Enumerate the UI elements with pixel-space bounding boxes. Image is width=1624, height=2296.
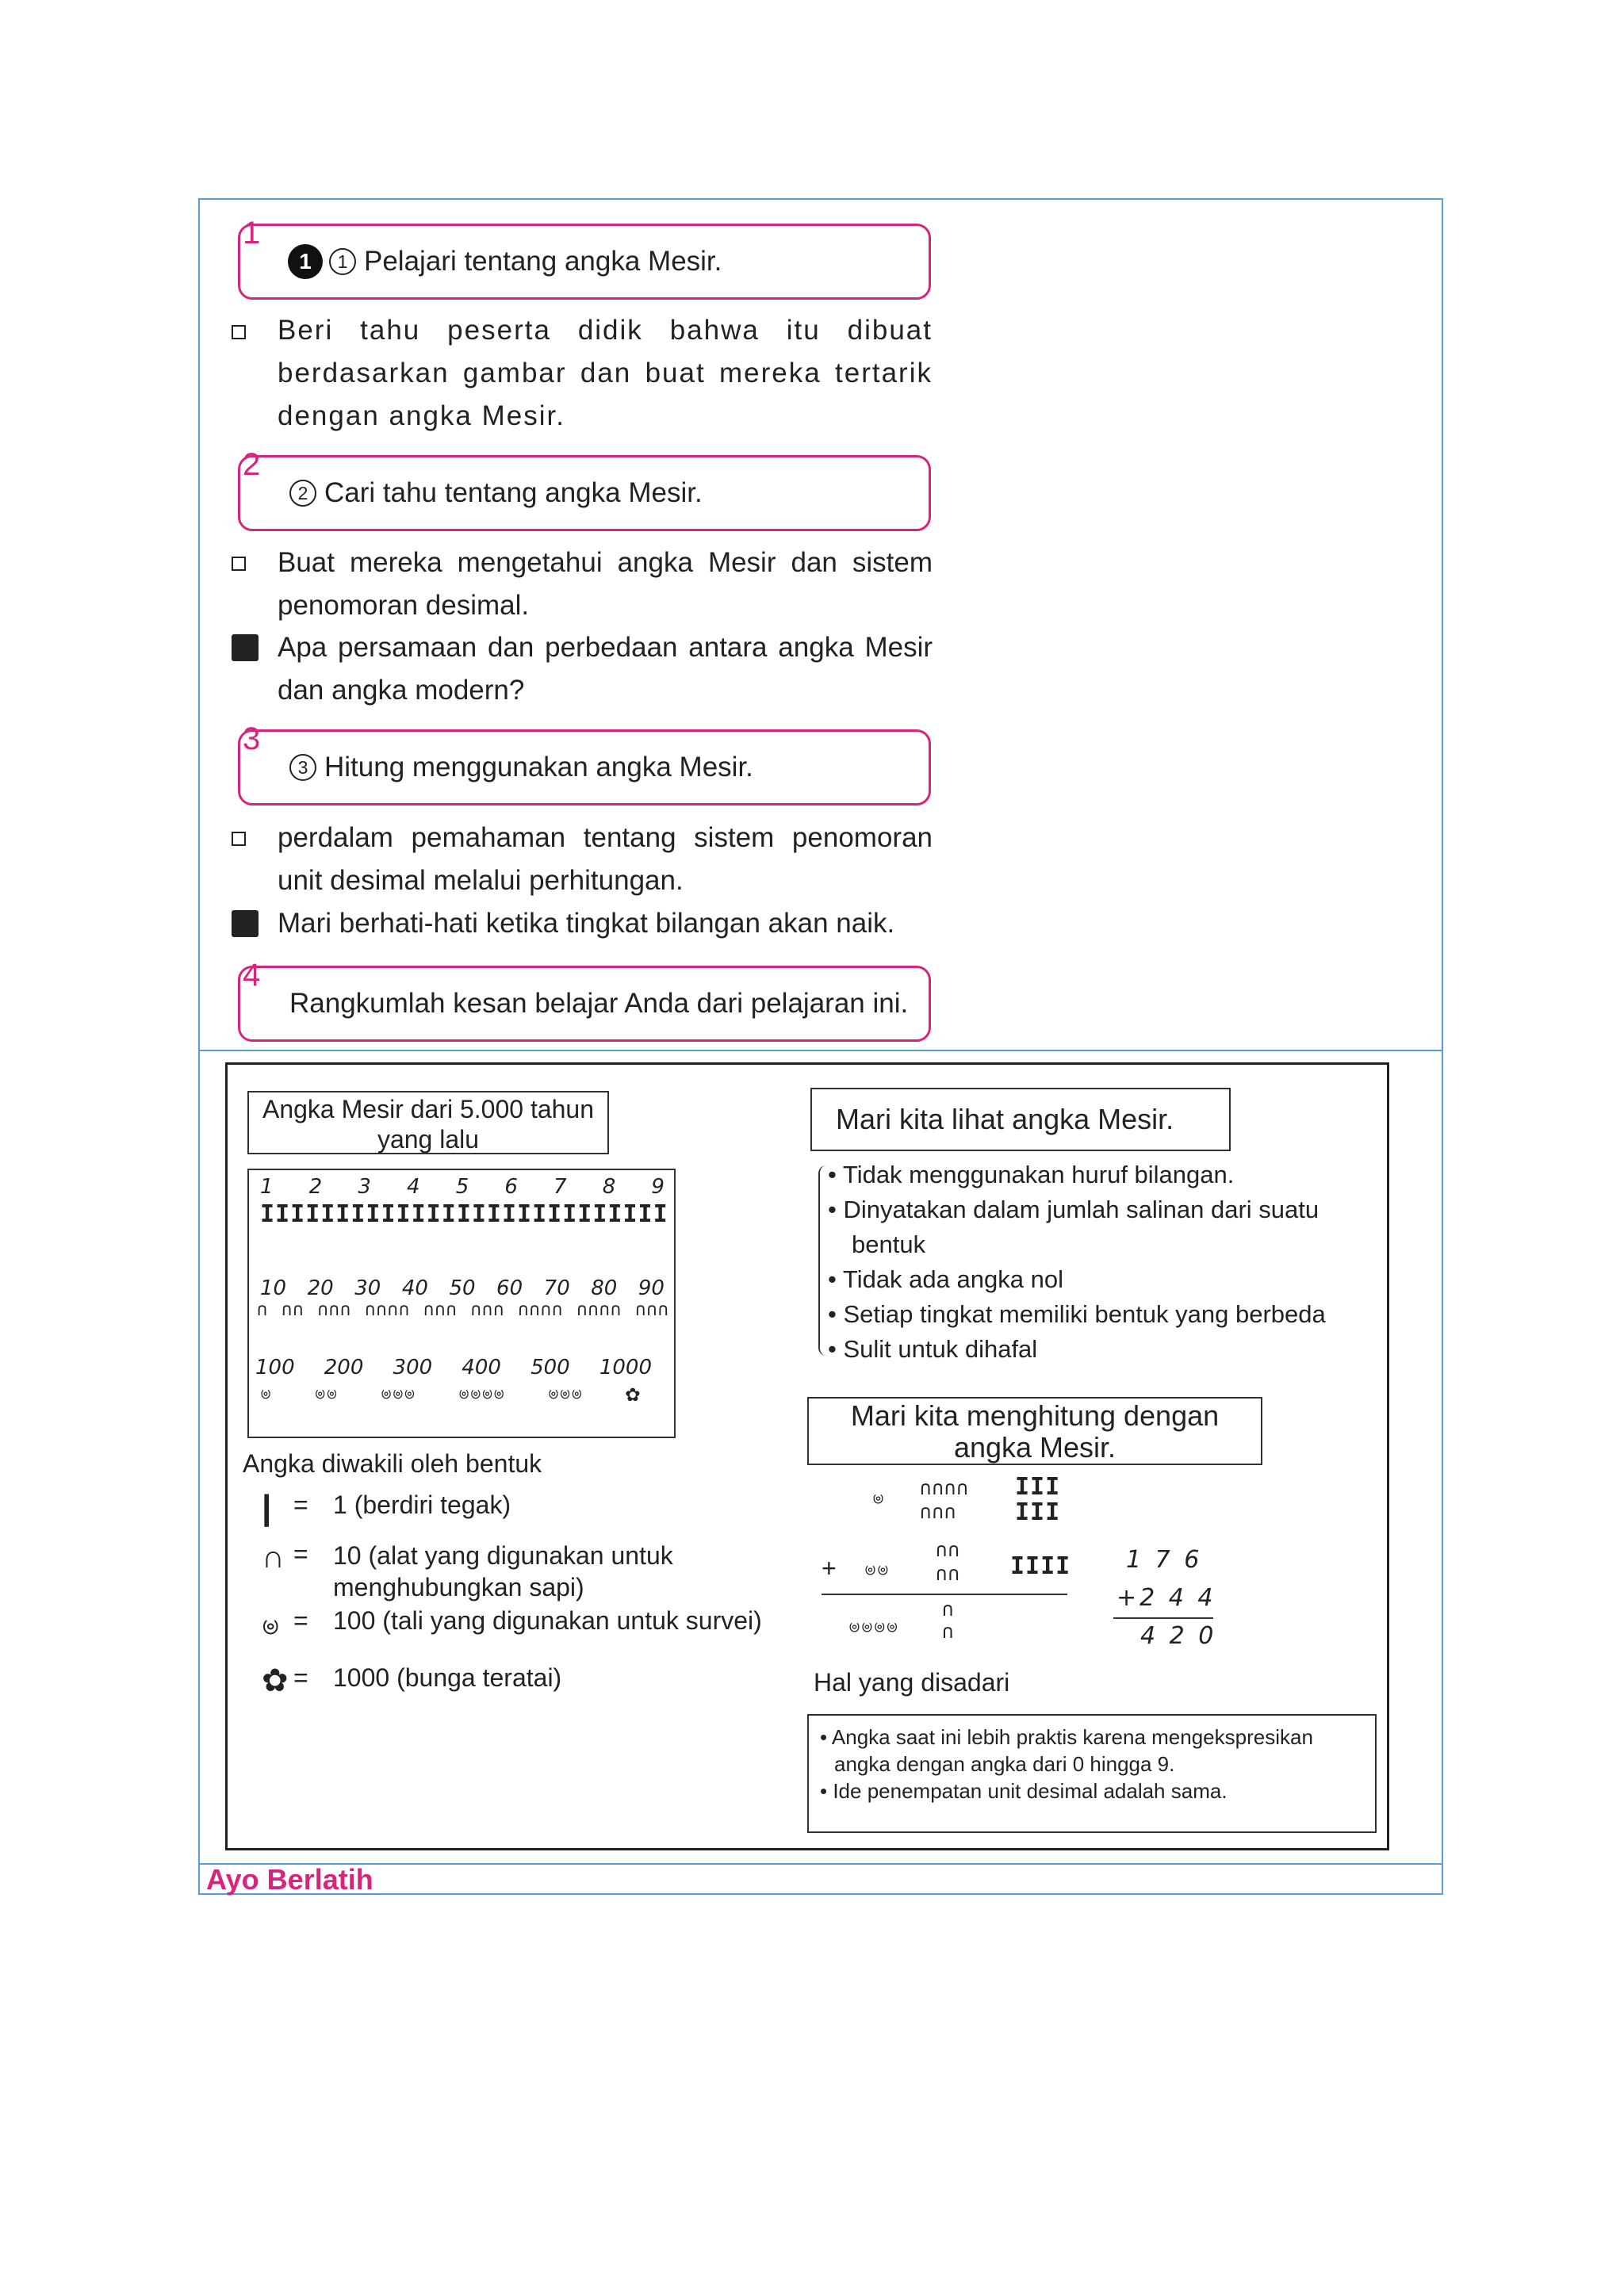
legend-text: 1 (berdiri tegak) [333,1490,511,1519]
row1-labels [260,1175,665,1199]
filled-square-icon [232,634,259,661]
lotus-icon: ✿ [262,1663,289,1698]
staff-icon: IIII [502,1200,563,1228]
rope-coil-icon: ၑၑ [314,1381,339,1403]
circled-number: 3 [289,754,316,781]
feature-text: Tidak ada angka nol [842,1265,1063,1293]
feature-text: Tidak menggunakan huruf bilangan. [842,1161,1235,1188]
realized-text: Angka saat ini lebih praktis karena mengekspresikan angka dengan angka dari 0 hingga 9. [831,1725,1313,1776]
equals-sign: = [293,1540,308,1568]
feature-text: Dinyatakan dalam jumlah salinan dari suatu bentuk [843,1196,1320,1258]
open-square-icon [232,832,246,846]
staff-icon: III III [1015,1473,1061,1526]
heel-bone-icon: ∩∩∩∩ [518,1300,564,1320]
rope-coil-icon: ၑ [872,1485,885,1509]
heel-bone-icon: ∩∩∩ [635,1300,669,1320]
rope-coil-icon: ၑၑၑၑ [848,1613,899,1637]
lotus-icon: ✿ [625,1380,641,1407]
addend-a: 1 7 6 [1126,1546,1203,1574]
staff-icon: III [622,1200,668,1228]
step-box-1 [238,224,931,300]
egyptian-addition [817,1475,1078,1657]
staff-icon: II [275,1200,306,1228]
legend-text: 1000 (bunga teratai) [333,1663,562,1692]
feature-list [828,1158,1383,1367]
sum: 4 2 0 [1140,1622,1217,1650]
step-title: Cari tahu tentang angka Mesir. [324,477,703,508]
paragraph: Mari berhati-hati ketika tingkat bilangan akan naik. [278,908,895,939]
footer-label: Ayo Berlatih [206,1863,373,1896]
list-item: • Tidak menggunakan huruf bilangan. [828,1161,1235,1188]
numeral-label: 90 [638,1276,665,1300]
step-title: Pelajari tentang angka Mesir. [364,246,722,277]
plus-sign: + [822,1554,837,1582]
staff-icon: III [411,1200,457,1228]
filled-square-icon [232,910,259,937]
equals-sign: = [293,1490,308,1519]
numeral-label: 2 [308,1175,323,1199]
equals-sign: = [293,1606,308,1635]
heel-bone-icon: ∩ [257,1300,269,1320]
section-divider [198,1863,1443,1865]
step-box-3 [238,729,931,806]
step-number: 3 [243,721,261,756]
realized-box [807,1714,1377,1833]
rope-coil-icon: ၑၑၑ [380,1381,416,1403]
staff-icon: I [260,1200,276,1228]
staff-icon: IIII [350,1200,412,1228]
rope-coil-icon: ၑၑၑၑ [458,1381,505,1403]
paragraph: perdalam pemahaman tentang sistem penomoran unit desimal melalui perhitungan. [278,822,933,896]
heel-bone-icon: ∩ [262,1540,285,1575]
sum-line [1113,1617,1213,1619]
row3-glyphs [260,1380,641,1408]
list-item: • Ide penempatan unit desimal adalah sama. [820,1779,1228,1803]
numeral-label: 9 [651,1175,665,1199]
staff-icon: IIII [562,1200,623,1228]
step-title: Rangkumlah kesan belajar Anda dari pelajaran ini. [289,988,909,1019]
numeral-label: 80 [591,1276,618,1300]
paragraph: Apa persamaan dan perbedaan antara angka Mesir dan angka modern? [278,632,933,706]
count-title: Mari kita menghitung dengan angka Mesir. [807,1397,1262,1465]
realized-text: Ide penempatan unit desimal adalah sama. [833,1779,1228,1803]
numeral-label: 300 [393,1356,433,1380]
list-item: • Setiap tingkat memiliki bentuk yang berbeda [828,1300,1326,1328]
numeral-label: 30 [354,1276,381,1300]
step-title: Hitung menggunakan angka Mesir. [324,752,753,783]
list-item: • Sulit untuk dihafal [828,1335,1038,1363]
numeral-label: 7 [553,1175,567,1199]
section-divider [198,1050,1443,1051]
legend-text: 100 (tali yang digunakan untuk survei) [333,1606,762,1635]
circled-number: 1 [329,248,356,275]
numeral-label: 4 [407,1175,420,1199]
numeral-label: 70 [543,1276,570,1300]
row2-glyphs [257,1300,669,1320]
circled-number: 2 [289,480,316,507]
step-number: 2 [243,447,261,482]
heel-bone-icon: ∩∩∩ [317,1300,352,1320]
bracket [818,1165,827,1356]
staff-icon: | [262,1488,272,1527]
heel-bone-icon: ∩∩ [282,1300,304,1320]
numeral-label: 10 [260,1276,287,1300]
paragraph: Beri tahu peserta didik bahwa itu dibuat berdasarkan gambar dan buat mereka tertarik dengan angka Mesir. [278,315,933,431]
heel-bone-icon: ∩∩∩∩ ∩∩∩ [920,1477,969,1523]
heel-bone-icon: ∩∩∩∩ [576,1300,622,1320]
numeral-label: 50 [449,1276,476,1300]
staff-icon: III [305,1200,351,1228]
heel-bone-icon: ∩∩∩ [470,1300,505,1320]
represented-title: Angka diwakili oleh bentuk [243,1449,542,1478]
list-item: • Dinyatakan dalam jumlah salinan dari suatu bentuk [828,1196,1320,1258]
numeral-label: 1 [260,1175,274,1199]
board-title-left: Angka Mesir dari 5.000 tahun yang lalu [247,1091,609,1154]
numeral-label: 40 [401,1276,428,1300]
numeral-label: 1000 [599,1356,652,1380]
numeral-label: 5 [455,1175,469,1199]
feature-text: Setiap tingkat memiliki bentuk yang berbeda [843,1300,1326,1328]
equals-sign: = [293,1663,308,1692]
realized-title: Hal yang disadari [814,1668,1010,1697]
open-square-icon [232,325,246,339]
addend-b: +2 4 4 [1116,1584,1216,1612]
legend-text: 10 (alat yang digunakan untuk menghubungkan sapi) [333,1541,673,1601]
numeral-label: 200 [324,1356,364,1380]
heel-bone-icon: ∩ ∩ [942,1598,955,1643]
step-number: 4 [243,958,261,993]
numeral-label: 3 [358,1175,371,1199]
sum-line [822,1594,1067,1595]
numeral-table [247,1169,676,1438]
heel-bone-icon: ∩∩∩ [423,1300,458,1320]
feature-text: Sulit untuk dihafal [843,1335,1038,1363]
symbol-legend [262,1490,817,1711]
numeral-label: 500 [530,1356,570,1380]
numeral-label: 20 [307,1276,334,1300]
step-number: 1 [243,216,261,251]
numeral-label: 400 [462,1356,501,1380]
open-square-icon [232,557,246,571]
staff-icon: IIII [1010,1552,1071,1580]
list-item: • Angka saat ini lebih praktis karena mengekspresikan angka dengan angka dari 0 hingga 9. [820,1725,1313,1776]
board-title-right: Mari kita lihat angka Mesir. [810,1088,1231,1151]
step-box-2 [238,455,931,531]
list-item: • Tidak ada angka nol [828,1265,1063,1293]
staff-icon: III [456,1200,502,1228]
numeral-label: 100 [255,1356,295,1380]
rope-coil-icon: ၑ [260,1381,272,1403]
row1-glyphs [260,1200,668,1228]
rope-coil-icon: ၑၑၑ [547,1381,583,1403]
numeral-label: 6 [504,1175,518,1199]
step-badge: 1 [288,244,323,279]
heel-bone-icon: ∩∩∩∩ [365,1300,411,1320]
row3-labels [255,1356,652,1380]
paragraph: Buat mereka mengetahui angka Mesir dan sistem penomoran desimal. [278,547,933,621]
step-box-4 [238,966,931,1042]
numeral-label: 8 [602,1175,616,1199]
rope-coil-icon: ၑ [262,1606,280,1641]
numeral-label: 60 [496,1276,523,1300]
row2-labels [260,1276,665,1300]
heel-bone-icon: ∩∩ ∩∩ [936,1539,960,1585]
rope-coil-icon: ၑၑ [864,1556,890,1580]
